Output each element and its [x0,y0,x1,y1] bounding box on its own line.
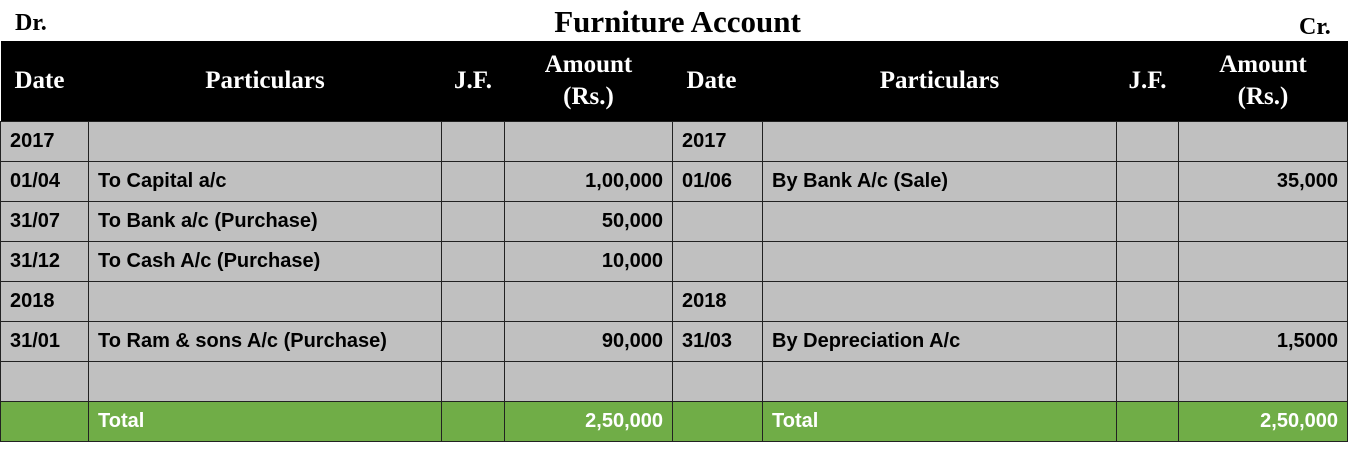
dr-jf-cell [442,162,505,202]
cr-date-cell: 2017 [673,122,763,162]
cr-jf-cell [1117,162,1179,202]
amount-line2: (Rs.) [1237,83,1289,110]
dr-date-cell: 2017 [1,122,89,162]
dr-jf-cell [442,322,505,362]
dr-particulars-cell [89,282,442,322]
header-dr-particulars: Particulars [89,41,442,122]
dr-date-cell: 31/01 [1,322,89,362]
dr-date-cell: 01/04 [1,162,89,202]
header-cr-jf: J.F. [1117,41,1179,122]
header-cr-date: Date [673,41,763,122]
amount-line2: (Rs.) [563,83,614,110]
cell [1,402,89,442]
header-row [1,41,1348,122]
cr-date-cell [673,242,763,282]
cr-amount-cell [1179,202,1348,242]
header-cr-amount [1179,41,1348,122]
cr-total-label: Total [763,402,1117,442]
cr-amount-cell: 1,5000 [1179,322,1348,362]
table-row [1,282,1348,322]
dr-particulars-cell: To Cash A/c (Purchase) [89,242,442,282]
cell [442,402,505,442]
dr-amount-cell [505,122,673,162]
table-row [1,362,1348,402]
dr-jf-cell [442,122,505,162]
dr-particulars-cell: To Bank a/c (Purchase) [89,202,442,242]
dr-date-cell: 31/12 [1,242,89,282]
page-title: Furniture Account [554,4,801,39]
dr-amount-cell [505,362,673,402]
dr-jf-cell [442,242,505,282]
amount-line1: Amount [544,51,633,78]
header-dr-jf: J.F. [442,41,505,122]
dr-total-amount: 2,50,000 [505,402,673,442]
dr-jf-cell [442,202,505,242]
dr-particulars-cell [89,362,442,402]
dr-jf-cell [442,282,505,322]
cr-total-amount: 2,50,000 [1179,402,1348,442]
credit-label: Cr. [1299,14,1331,40]
header-cr-particulars: Particulars [763,41,1117,122]
dr-particulars-cell [89,122,442,162]
cr-particulars-cell [763,122,1117,162]
table-row [1,202,1348,242]
cr-amount-cell: 35,000 [1179,162,1348,202]
header-dr-date: Date [1,41,89,122]
cr-amount-cell [1179,122,1348,162]
dr-amount-cell: 90,000 [505,322,673,362]
cell [1117,402,1179,442]
table-row [1,122,1348,162]
dr-amount-cell [505,282,673,322]
dr-amount-cell: 50,000 [505,202,673,242]
cr-particulars-cell [763,202,1117,242]
total-row [1,402,1348,442]
cr-jf-cell [1117,282,1179,322]
dr-date-cell [1,362,89,402]
cr-amount-cell [1179,362,1348,402]
table-row [1,242,1348,282]
cr-particulars-cell: By Bank A/c (Sale) [763,162,1117,202]
header-dr-amount [505,41,673,122]
cell [673,402,763,442]
dr-particulars-cell: To Ram & sons A/c (Purchase) [89,322,442,362]
dr-date-cell: 31/07 [1,202,89,242]
dr-total-label: Total [89,402,442,442]
dr-jf-cell [442,362,505,402]
table-row [1,322,1348,362]
ledger-table [0,41,1348,442]
cr-particulars-cell [763,242,1117,282]
cr-jf-cell [1117,362,1179,402]
amount-line1: Amount [1219,51,1307,78]
cr-particulars-cell: By Depreciation A/c [763,322,1117,362]
cr-particulars-cell [763,362,1117,402]
cr-date-cell: 2018 [673,282,763,322]
table-row [1,162,1348,202]
cr-date-cell: 01/06 [673,162,763,202]
dr-date-cell: 2018 [1,282,89,322]
cr-jf-cell [1117,202,1179,242]
cr-amount-cell [1179,282,1348,322]
cr-particulars-cell [763,282,1117,322]
cr-jf-cell [1117,122,1179,162]
cr-date-cell: 31/03 [673,322,763,362]
cr-jf-cell [1117,322,1179,362]
dr-particulars-cell: To Capital a/c [89,162,442,202]
dr-amount-cell: 1,00,000 [505,162,673,202]
cr-date-cell [673,202,763,242]
dr-amount-cell: 10,000 [505,242,673,282]
cr-amount-cell [1179,242,1348,282]
cr-date-cell [673,362,763,402]
cr-jf-cell [1117,242,1179,282]
debit-label: Dr. [15,10,47,36]
